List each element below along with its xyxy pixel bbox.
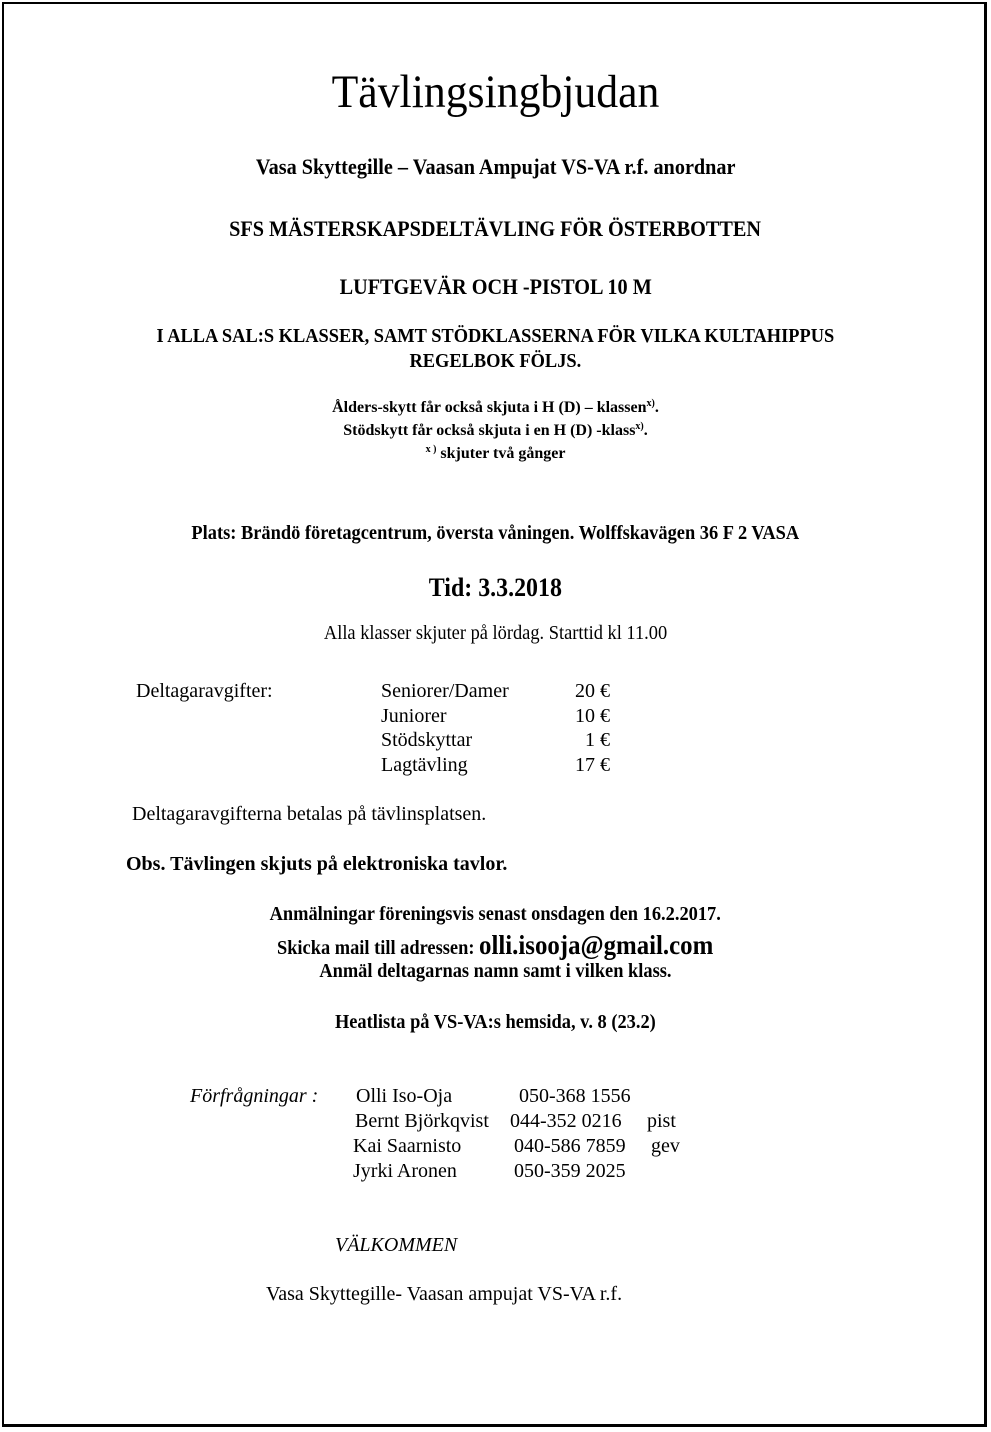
note-2-text: Stödskytt får också skjuta i en H (D) -klass	[343, 422, 636, 439]
contact-name: Olli Iso-Oja	[356, 1085, 453, 1107]
contact-name: Bernt Björkqvist	[355, 1110, 489, 1132]
heatlist-text: Heatlista på VS-VA:s hemsida, v. 8 (23.2)	[335, 1011, 656, 1033]
discipline-line	[0, 274, 991, 300]
signature-line: Vasa Skyttegille- Vaasan ampujat VS-VA r.f.	[266, 1283, 623, 1305]
fee-name: Seniorer/Damer	[381, 680, 509, 702]
contact-note: pist	[647, 1110, 676, 1132]
payment-note: Deltagaravgifterna betalas på tävlinsplatsen.	[132, 803, 487, 825]
note-1-footnote: x)	[646, 398, 655, 409]
contact-phone: 040-586 7859	[514, 1135, 626, 1157]
note-3-text: skjuter två gånger	[436, 445, 566, 462]
organizer-line	[0, 154, 991, 180]
discipline-text: LUFTGEVÄR OCH -PISTOL 10 M	[339, 274, 652, 299]
note-3-footnote: x )	[425, 444, 437, 455]
note-1-text: Ålders-skytt får också skjuta i H (D) – klassen	[332, 399, 647, 416]
organizer-text: Vasa Skyttegille – Vaasan Ampujat VS-VA r.f. anordnar	[255, 154, 736, 179]
fee-amount: 1 €	[585, 729, 610, 751]
registration-deadline	[0, 902, 991, 926]
classes-line-1	[0, 324, 991, 349]
email-link[interactable]: olli.isooja@gmail.com	[479, 930, 714, 960]
mail-prefix: Skicka mail till adressen:	[277, 937, 480, 959]
note-line-2	[0, 421, 991, 440]
note-2-end: .	[643, 422, 648, 439]
welcome-text: VÄLKOMMEN	[335, 1234, 458, 1256]
contact-name: Kai Saarnisto	[353, 1135, 462, 1157]
inquiries-label: Förfrågningar :	[190, 1085, 319, 1107]
fee-name: Juniorer	[381, 705, 447, 727]
contact-phone: 050-368 1556	[519, 1085, 631, 1107]
document-title: Tävlingsingbjudan	[331, 66, 660, 118]
note-2-footnote: x)	[635, 421, 644, 432]
classes-line-2	[0, 349, 991, 374]
note-line-3	[0, 444, 991, 463]
registration-instruction	[0, 959, 991, 983]
contact-note: gev	[651, 1135, 680, 1157]
contact-phone: 044-352 0216	[510, 1110, 622, 1132]
time-text: Tid: 3.3.2018	[428, 573, 563, 602]
event-line	[0, 216, 991, 242]
fee-amount: 20 €	[575, 680, 610, 702]
schedule-line	[0, 621, 991, 645]
fee-name: Lagtävling	[381, 754, 468, 776]
fee-amount: 17 €	[575, 754, 610, 776]
classes-text-2: REGELBOK FÖLJS.	[409, 350, 582, 372]
contact-phone: 050-359 2025	[514, 1160, 626, 1182]
classes-text-1: I ALLA SAL:S KLASSER, SAMT STÖDKLASSERNA FÖR VILKA KULTAHIPPUS	[156, 325, 835, 347]
fees-label: Deltagaravgifter:	[136, 680, 273, 702]
fee-amount: 10 €	[575, 705, 610, 727]
registration-deadline-text: Anmälningar föreningsvis senast onsdagen den 16.2.2017.	[269, 903, 722, 925]
schedule-text: Alla klasser skjuter på lördag. Starttid kl 11.00	[323, 622, 668, 644]
note-line-1	[0, 398, 991, 417]
registration-instruction-text: Anmäl deltagarnas namn samt i vilken klass.	[319, 960, 672, 982]
note-1-end: .	[654, 399, 659, 416]
contact-name: Jyrki Aronen	[353, 1160, 457, 1182]
obs-note: Obs. Tävlingen skjuts på elektroniska tavlor.	[126, 853, 508, 875]
event-text: SFS MÄSTERSKAPSDELTÄVLING FÖR ÖSTERBOTTEN	[229, 216, 762, 241]
heatlist-line	[0, 1010, 991, 1034]
location-text: Plats: Brändö företagcentrum, översta våningen. Wolffskavägen 36 F 2 VASA	[191, 522, 800, 544]
fee-name: Stödskyttar	[381, 729, 473, 751]
location-line	[0, 520, 991, 546]
time-line	[0, 573, 991, 603]
